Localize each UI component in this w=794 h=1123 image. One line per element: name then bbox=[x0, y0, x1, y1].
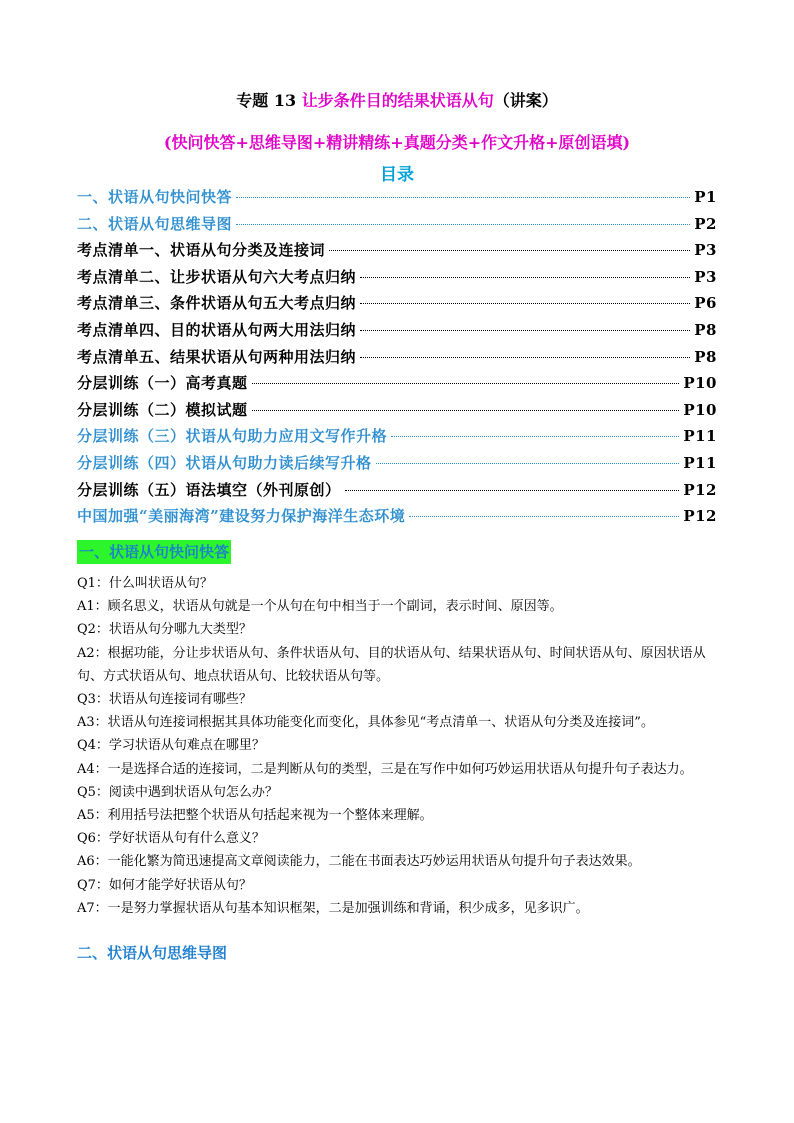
question: Q5：阅读中遇到状语从句怎么办？ bbox=[77, 784, 278, 800]
toc-entry-page: P11 bbox=[683, 427, 717, 446]
question: Q6：学好状语从句有什么意义？ bbox=[77, 831, 265, 847]
toc-entry-page: P8 bbox=[694, 347, 717, 366]
toc-entry[interactable] bbox=[77, 479, 717, 506]
toc-leader-dots bbox=[376, 463, 680, 464]
toc-entry[interactable] bbox=[77, 399, 717, 426]
toc-entry-label: 分层训练（二）模拟试题 bbox=[77, 400, 248, 419]
toc-entry-label: 中国加强“美丽海湾”建设努力保护海洋生态环境 bbox=[77, 507, 406, 526]
toc-entry[interactable] bbox=[77, 319, 717, 346]
question: Q4：学习状语从句难点在哪里？ bbox=[77, 738, 265, 754]
toc-entry-page: P12 bbox=[683, 480, 717, 499]
toc-entry[interactable] bbox=[77, 239, 717, 266]
toc-entry[interactable] bbox=[77, 452, 717, 479]
answer: A7：一是努力掌握状语从句基本知识框架，二是加强训练和背诵，积少成多，见多识广。 bbox=[77, 900, 589, 916]
section-heading-qa: 一、状语从句快问快答 bbox=[77, 540, 231, 564]
toc-entry-page: P2 bbox=[694, 214, 717, 233]
toc-entry-page: P10 bbox=[683, 374, 717, 393]
question: Q3：状语从句连接词有哪些？ bbox=[77, 692, 252, 708]
toc-leader-dots bbox=[409, 516, 679, 517]
toc-entry-page: P11 bbox=[683, 453, 717, 472]
title-suffix: （讲案） bbox=[493, 91, 558, 110]
answer: A4：一是选择合适的连接词，二是判断从句的类型，三是在写作中如何巧妙运用状语从句提升句子表达力。 bbox=[77, 761, 693, 777]
toc-entry-page: P6 bbox=[694, 294, 717, 313]
answer: A1：顾名思义，状语从句就是一个从句在句中相当于一个副词，表示时间、原因等。 bbox=[77, 599, 563, 615]
toc-entry-label: 考点清单二、让步状语从句六大考点归纳 bbox=[77, 267, 357, 286]
toc-entry-label: 分层训练（一）高考真题 bbox=[77, 374, 248, 393]
toc-entry-label: 考点清单四、目的状语从句两大用法归纳 bbox=[77, 320, 357, 339]
toc-leader-dots bbox=[236, 197, 690, 198]
toc-entry-page: P1 bbox=[694, 188, 717, 206]
toc-entry-page: P8 bbox=[694, 320, 717, 339]
toc-entry-label: 一、状语从句快问快答 bbox=[77, 188, 233, 206]
title-prefix: 专题 13 bbox=[236, 91, 302, 110]
toc-leader-dots bbox=[236, 224, 690, 225]
toc-entry-label: 二、状语从句思维导图 bbox=[77, 214, 233, 233]
toc-entry[interactable] bbox=[77, 292, 717, 319]
toc-leader-dots bbox=[360, 357, 690, 358]
toc-entry-label: 分层训练（四）状语从句助力读后续写升格 bbox=[77, 453, 372, 472]
toc-leader-dots bbox=[360, 277, 690, 278]
toc-entry[interactable] bbox=[77, 266, 717, 293]
toc-entry-page: P3 bbox=[694, 241, 717, 260]
toc-entry-label: 分层训练（三）状语从句助力应用文写作升格 bbox=[77, 427, 388, 446]
toc-entry-label: 考点清单三、条件状语从句五大考点归纳 bbox=[77, 294, 357, 313]
toc-leader-dots bbox=[360, 303, 690, 304]
toc-entry-page: P12 bbox=[683, 507, 717, 526]
toc-entry[interactable] bbox=[77, 505, 717, 532]
toc-entry-label: 分层训练（五）语法填空（外刊原创） bbox=[77, 480, 341, 499]
toc-entry-label: 考点清单一、状语从句分类及连接词 bbox=[77, 241, 326, 260]
toc-leader-dots bbox=[360, 330, 690, 331]
toc-entry-page: P10 bbox=[683, 400, 717, 419]
toc-entry-page: P3 bbox=[694, 267, 717, 286]
toc-entry[interactable] bbox=[77, 346, 717, 373]
question: Q1：什么叫状语从句？ bbox=[77, 576, 213, 591]
table-of-contents bbox=[77, 186, 717, 532]
answer: A3：状语从句连接词根据其具体功能变化而变化，具体参见“考点清单一、状语从句分类及连接词”。 bbox=[77, 715, 654, 731]
answer: A2：根据功能，分让步状语从句、条件状语从句、目的状语从句、结果状语从句、时间状语从句、原因状语从句、方式状语从句、地点状语从句、比较状语从句等。 bbox=[77, 645, 706, 684]
toc-entry[interactable] bbox=[77, 213, 717, 240]
question: Q7：如何才能学好状语从句？ bbox=[77, 877, 252, 893]
title-main: 让步条件目的结果状语从句 bbox=[301, 91, 494, 110]
answer: A6：一能化繁为简迅速提高文章阅读能力，二能在书面表达巧妙运用状语从句提升句子表达效果。 bbox=[77, 854, 641, 870]
toc-leader-dots bbox=[252, 410, 680, 411]
toc-leader-dots bbox=[329, 250, 690, 251]
toc-leader-dots bbox=[345, 490, 680, 491]
toc-heading: 目录 bbox=[380, 165, 414, 185]
question: Q2：状语从句分哪九大类型？ bbox=[77, 622, 252, 638]
toc-entry-label: 考点清单五、结果状语从句两种用法归纳 bbox=[77, 347, 357, 366]
document-title bbox=[0, 88, 794, 111]
toc-entry[interactable] bbox=[77, 186, 717, 213]
answer: A5：利用括号法把整个状语从句括起来视为一个整体来理解。 bbox=[77, 808, 433, 824]
toc-entry[interactable] bbox=[77, 372, 717, 399]
toc-leader-dots bbox=[391, 436, 679, 437]
qa-list bbox=[77, 572, 717, 920]
toc-leader-dots bbox=[252, 383, 680, 384]
toc-entry[interactable] bbox=[77, 425, 717, 452]
section-heading-mindmap: 二、状语从句思维导图 bbox=[77, 944, 228, 962]
document-subtitle: (快问快答+思维导图+精讲精练+真题分类+作文升格+原创语填) bbox=[163, 133, 631, 152]
